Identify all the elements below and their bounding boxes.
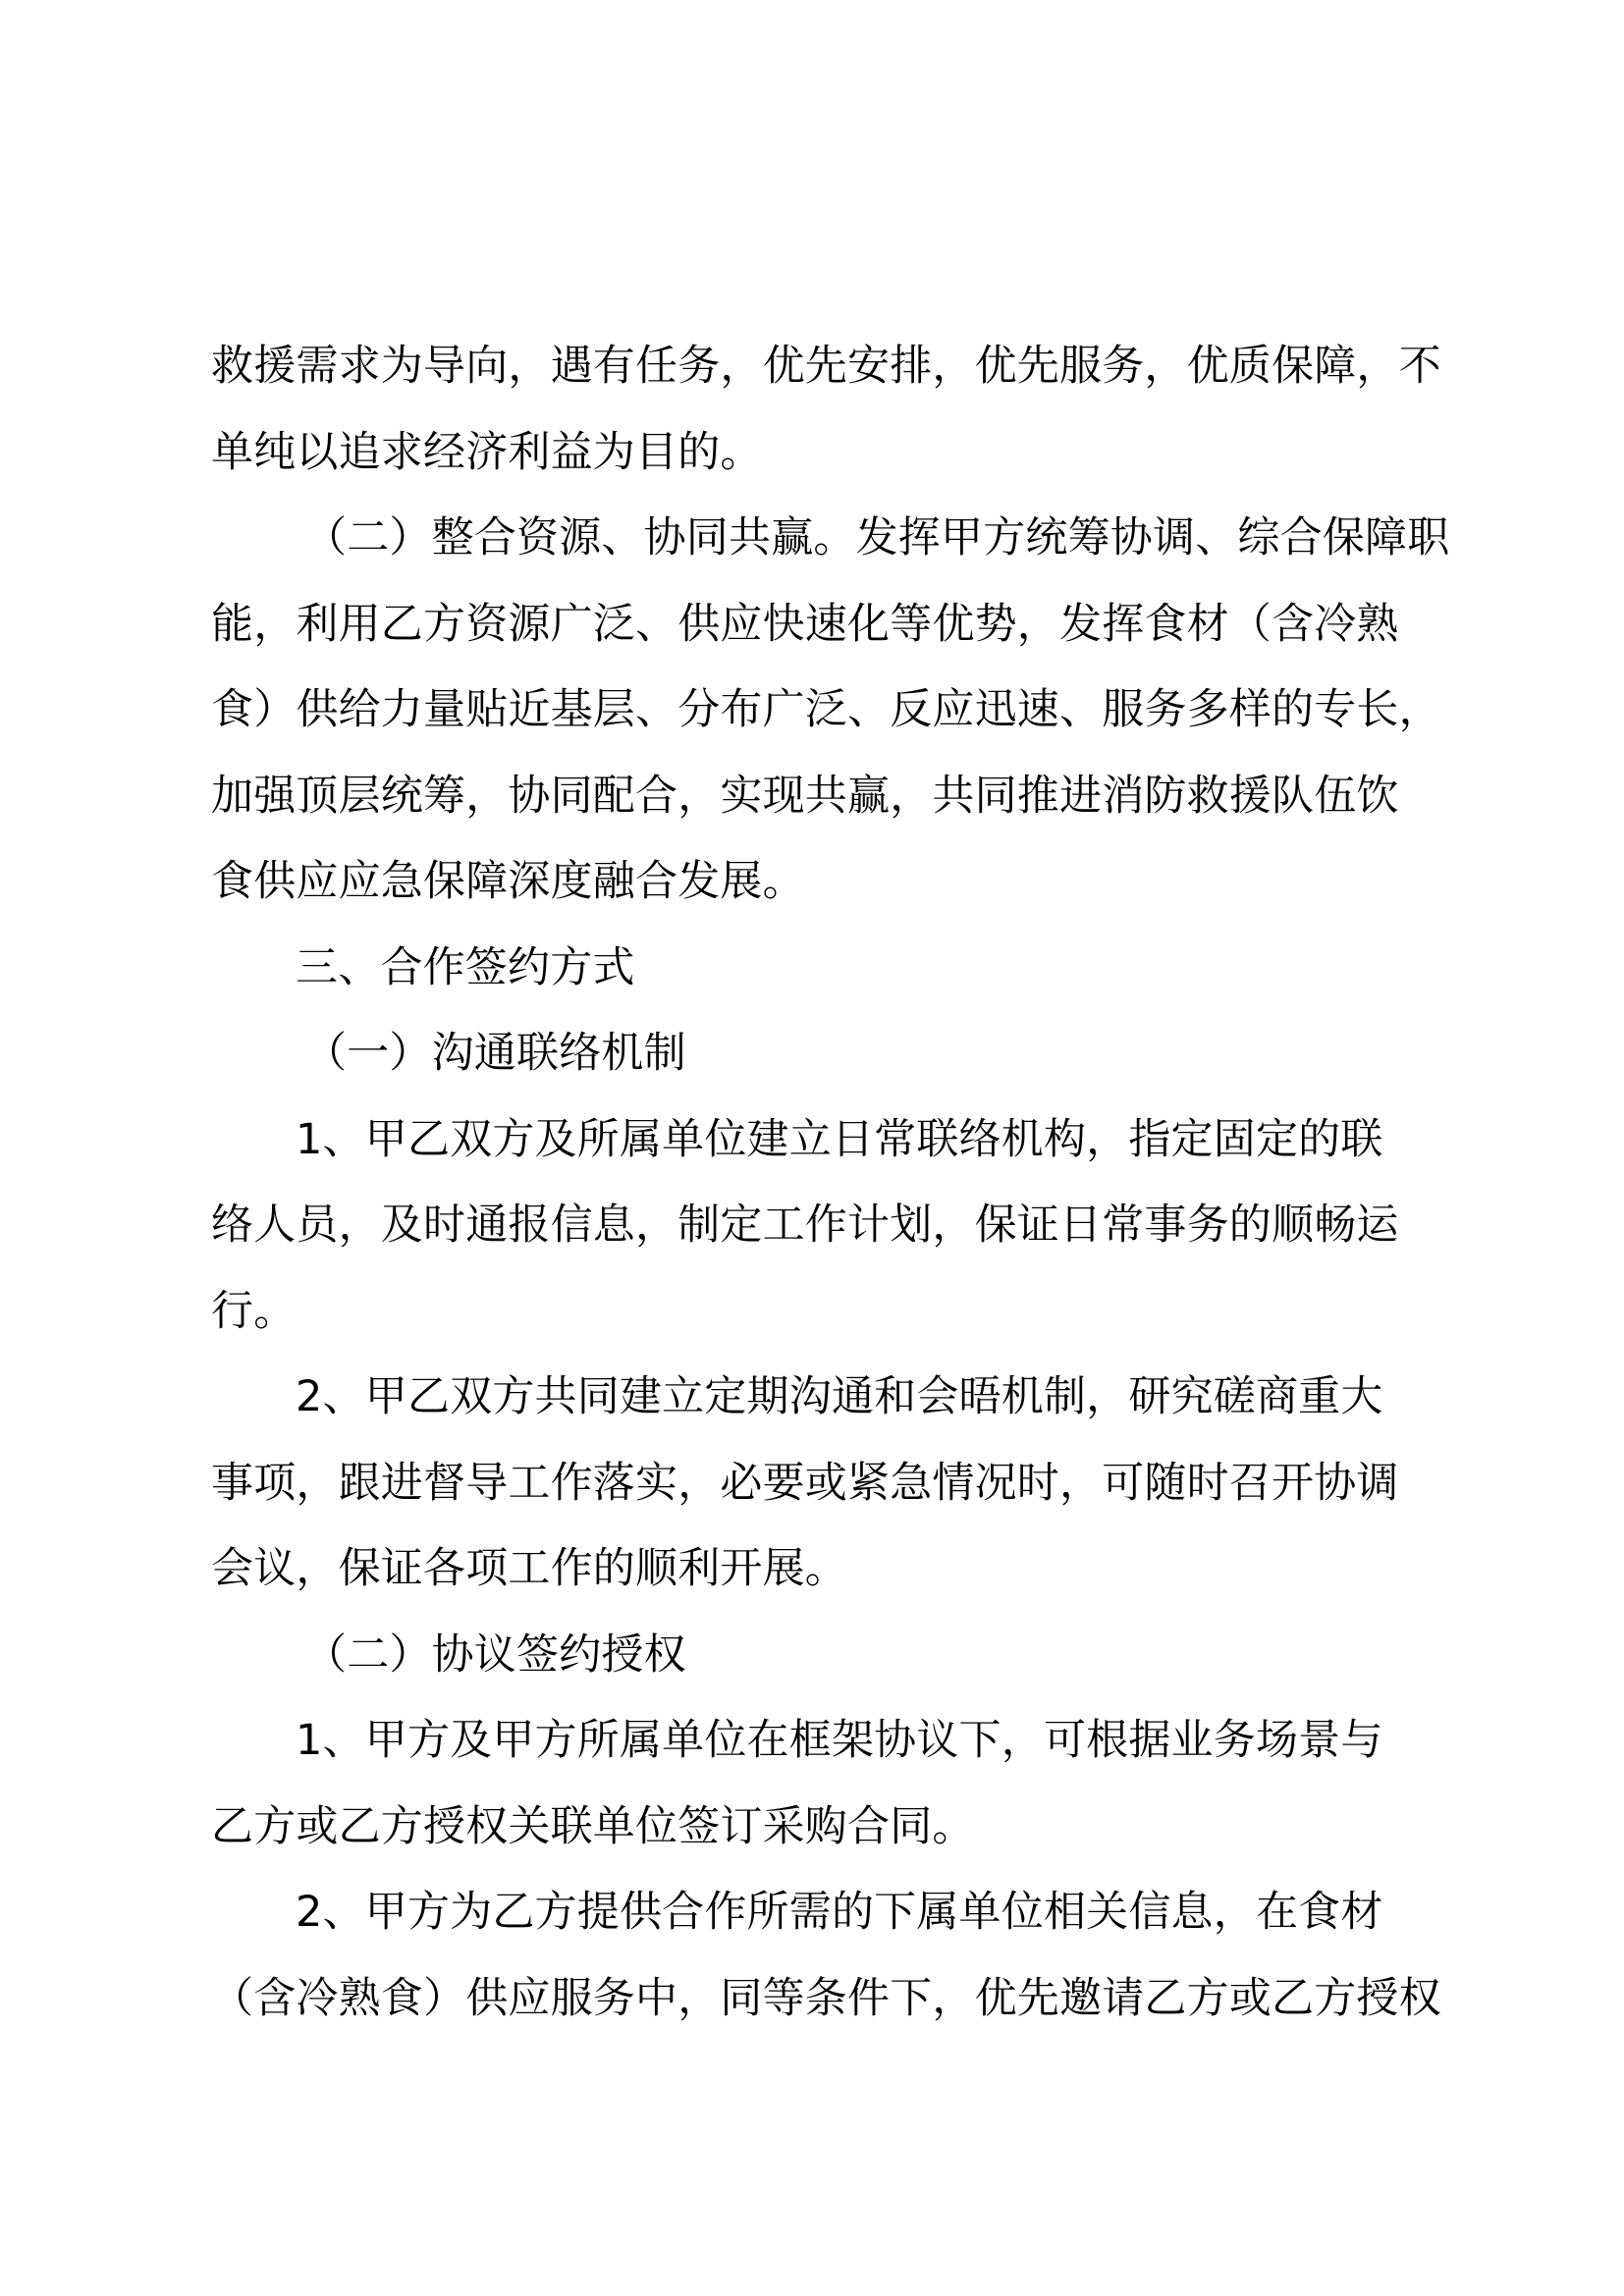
text-line: （含冷熟食）供应服务中，同等条件下，优先邀请乙方或乙方授权 (211, 1973, 1441, 2023)
text-line: （二）整合资源、协同共赢。发挥甲方统筹协调、综合保障职 (304, 513, 1450, 562)
section-heading: 三、合作签约方式 (296, 942, 635, 992)
section-heading-3 (211, 926, 1429, 1012)
text-line: 能，利用乙方资源广泛、供应快速化等优势，发挥食材（含冷熟 (211, 599, 1399, 649)
paragraph-liaison-2 (211, 1355, 1429, 1613)
text-line: 事项，跟进督导工作落实，必要或紧急情况时，可随时召开协调 (211, 1458, 1399, 1508)
subsection-heading: （二）协议签约授权 (304, 1629, 686, 1680)
document-page (211, 324, 1450, 2042)
text-line: 会议，保证各项工作的顺利开展。 (211, 1544, 847, 1593)
text-line: 1、甲方及甲方所属单位在框架协议下，可根据业务场景与 (296, 1716, 1383, 1765)
paragraph-liaison-1 (211, 1097, 1429, 1356)
text-line: 食供应应急保障深度融合发展。 (211, 857, 805, 906)
text-line: 单纯以追求经济利益为目的。 (211, 427, 763, 477)
text-line: 救援需求为导向，遇有任务，优先安排，优先服务，优质保障，不 (211, 342, 1441, 391)
text-line: 2、甲方为乙方提供合作所需的下属单位相关信息，在食材 (296, 1888, 1383, 1937)
paragraph-authorization-2 (211, 1870, 1441, 2042)
paragraph-integrate-resources (211, 496, 1450, 926)
text-line: 络人员，及时通报信息，制定工作计划，保证日常事务的顺畅运 (211, 1201, 1399, 1250)
paragraph-principle-continuation (211, 324, 1441, 496)
text-line: 加强顶层统筹，协同配合，实现共赢，共同推进消防救援队伍饮 (211, 771, 1399, 821)
subsection-heading-communication (211, 1011, 1429, 1097)
text-line: 行。 (211, 1286, 297, 1336)
subsection-heading-authorization (211, 1613, 1429, 1699)
paragraph-authorization-1 (211, 1698, 1429, 1870)
text-line: 1、甲乙双方及所属单位建立日常联络机构，指定固定的联 (296, 1114, 1383, 1164)
text-line: 食）供给力量贴近基层、分布广泛、反应迅速、服务多样的专长， (211, 685, 1441, 734)
text-line: 乙方或乙方授权关联单位签订采购合同。 (211, 1801, 975, 1851)
subsection-heading: （一）沟通联络机制 (304, 1029, 686, 1078)
text-line: 2、甲乙双方共同建立定期沟通和会晤机制，研究磋商重大 (296, 1372, 1383, 1421)
